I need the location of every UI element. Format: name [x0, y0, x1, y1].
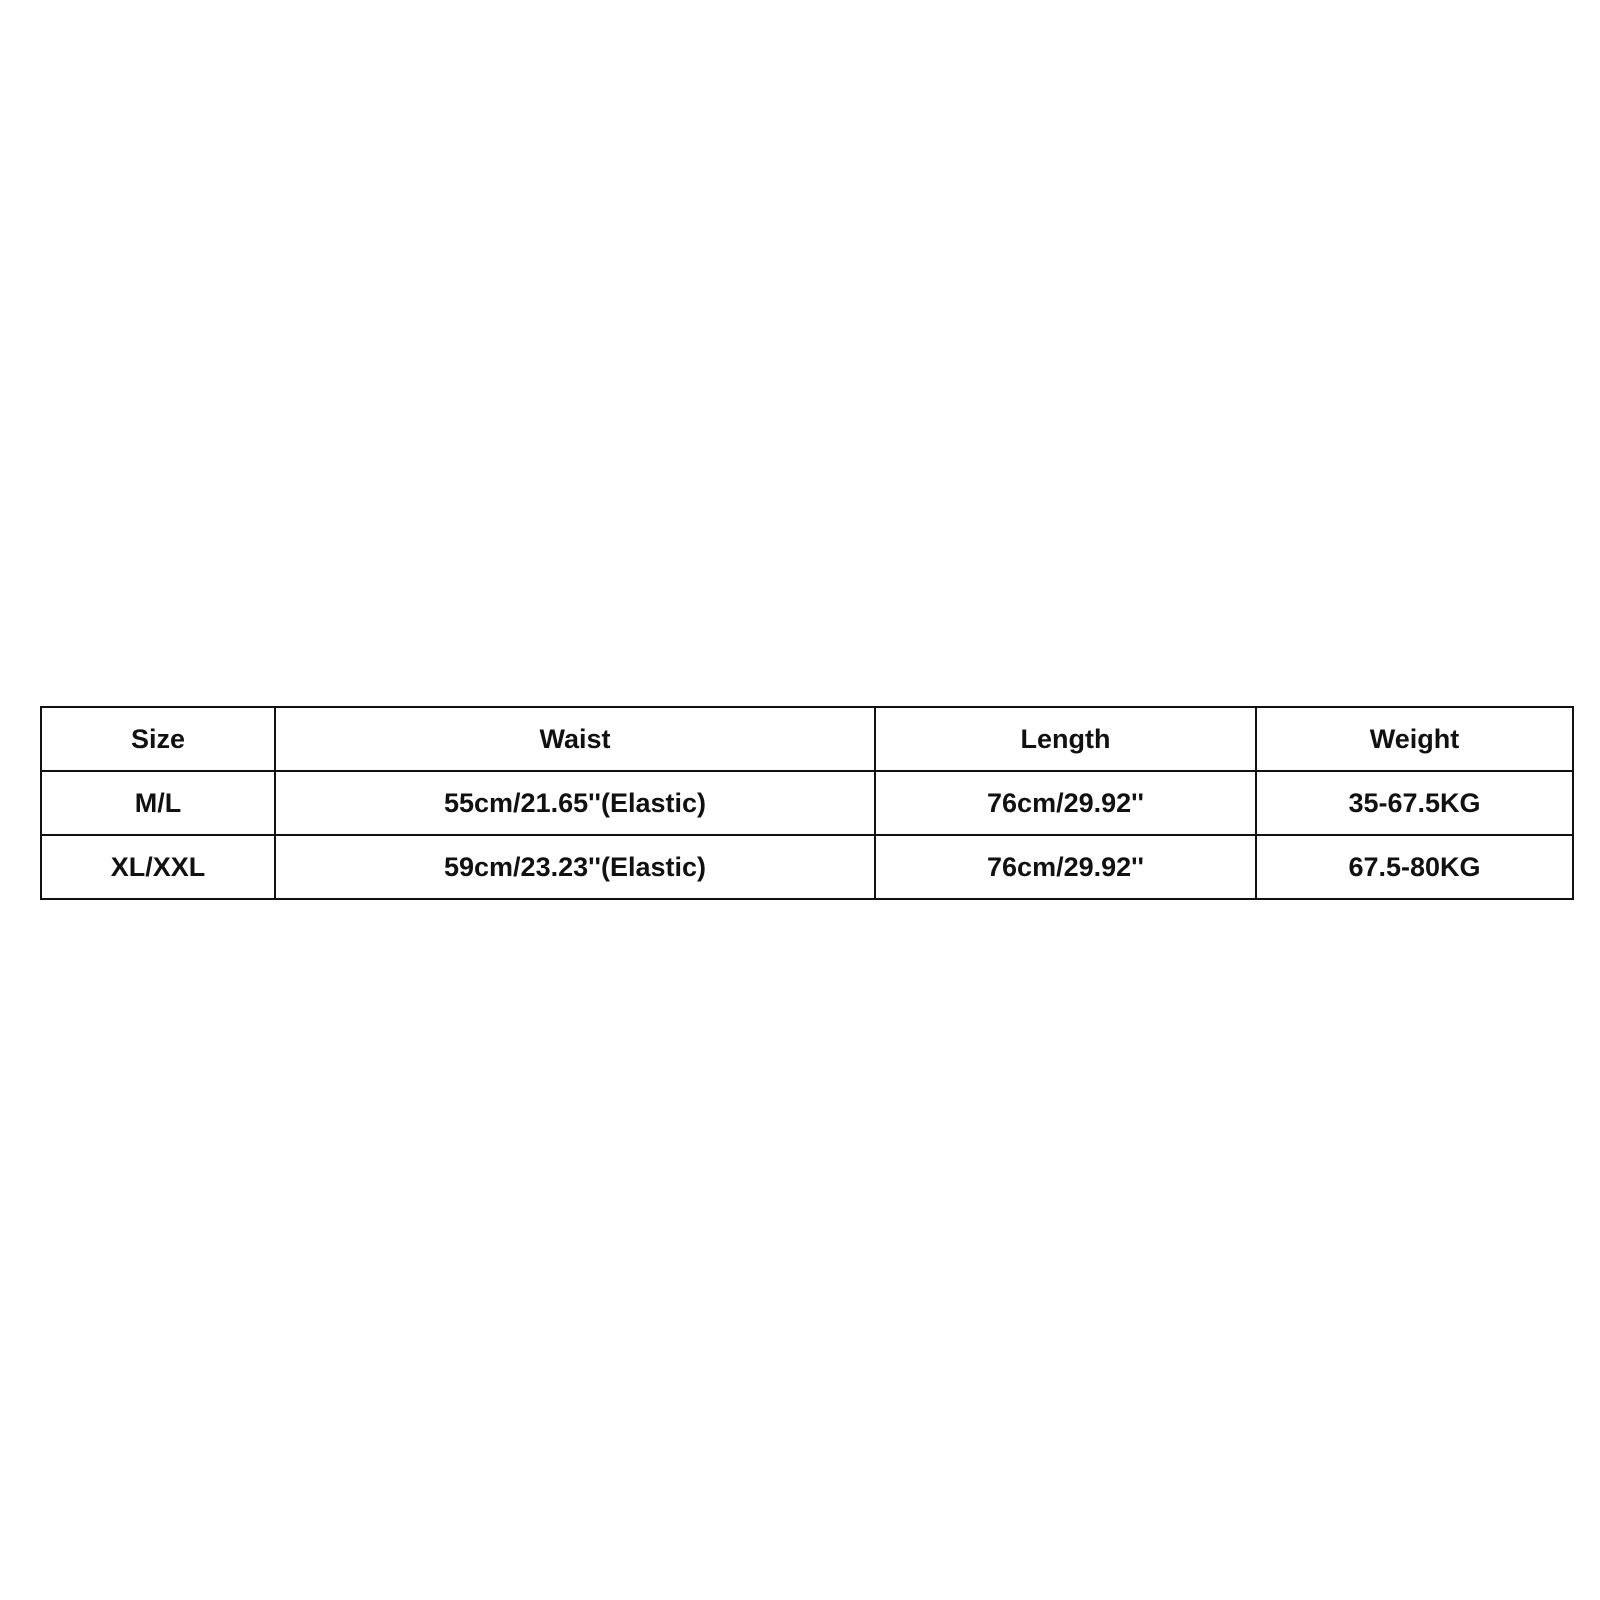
cell-length: 76cm/29.92''	[875, 771, 1256, 835]
header-weight: Weight	[1256, 707, 1573, 771]
cell-waist: 55cm/21.65''(Elastic)	[275, 771, 875, 835]
table-row	[41, 835, 1573, 899]
cell-size: XL/XXL	[41, 835, 275, 899]
table-row	[41, 771, 1573, 835]
cell-waist: 59cm/23.23''(Elastic)	[275, 835, 875, 899]
header-waist: Waist	[275, 707, 875, 771]
cell-weight: 35-67.5KG	[1256, 771, 1573, 835]
cell-weight: 67.5-80KG	[1256, 835, 1573, 899]
cell-length: 76cm/29.92''	[875, 835, 1256, 899]
header-size: Size	[41, 707, 275, 771]
size-chart-table	[40, 706, 1574, 900]
table-header-row	[41, 707, 1573, 771]
header-length: Length	[875, 707, 1256, 771]
cell-size: M/L	[41, 771, 275, 835]
